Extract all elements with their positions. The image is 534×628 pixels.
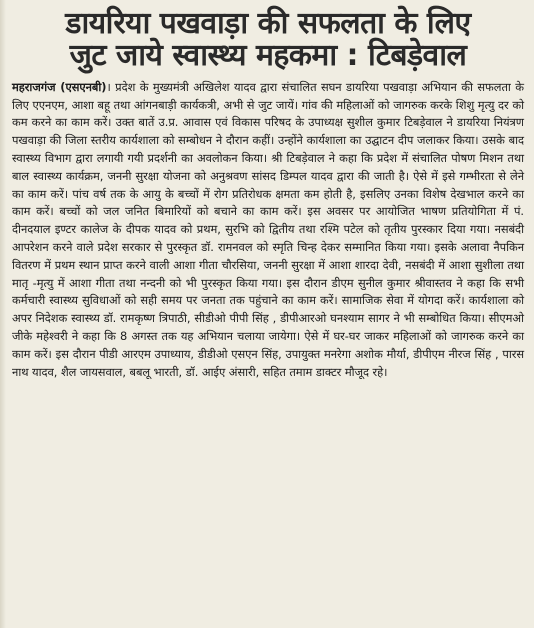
- dateline: महराजगंज (एसएनबी): [12, 79, 107, 94]
- article-text: । प्रदेश के मुख्यमंत्री अखिलेश यादव द्वारा संचालित सघन डायरिया पखवाड़ा अभियान की सफलता के लिए एएनएम, आशा बहू तथा आंगनबाड़ी कार्यकत्री, अभी से जुट जायें। गांव की महिलाओं को जागरुक करके शिशु मृत्यु दर को कम करने का काम करें। उक्त बातें उ.प्र. आवास एवं विकास परिषद के उपाध्यक्ष सुशील कुमार टिबड़ेवाल ने डायरिया नियंत्रण पखवाड़ा की जिला स्तरीय कार्यशाला को सम्बोधन ने दौरान कहीं। उन्होंने कार्यशाला का उद्घाटन दीप जलाकर किया। उसके बाद स्वास्थ्य विभाग द्वारा लगायी गयी प्रदर्शनी का अवलोकन किया। श्री टिबड़ेवाल ने कहा कि प्रदेश में संचालित पोषण मिशन तथा बाल स्वास्थ्य कार्यक्रम, जननी सुरक्षा योजना को अनुश्रवण सांसद डिम्पल यादव द्वारा की जाती है। ऐसे में इसे गम्भीरता से लेने का काम करें। पांच वर्ष तक के आयु के बच्चों में रोग प्रतिरोधक क्षमता कम होती है, इसलिए उनका विशेष देखभाल करने का काम करें। बच्चों को जल जनित बिमारियों को बचाने का काम करें। इस अवसर पर आयोजित भाषण प्रतियोगिता में पं. दीनदयाल इण्टर कालेज के दीपक यादव को प्रथम, सुरभि को द्वितीय तथा रश्मि पटेल को तृतीय पुरस्कार दिया गया। नसबंदी आपरेशन करने वाले प्रदेश सरकार से पुरस्कृत डॉ. रामनवल को स्मृति चिन्ह देकर सम्मानित किया गया। इसके अलावा नैपकिन वितरण में प्रथम स्थान प्राप्त करने वाली आशा गीता चौरसिया, जननी सुरक्षा में आशा शारदा देवी, नसबंदी में आशा सुशीला तथा मातृ -मृत्यु में आशा गीता तथा नन्दनी को भी पुरस्कृत किया गया। इस दौरान डीएम सुनील कुमार श्रीवास्तव ने कहा कि सभी कर्मचारी स्वास्थ्य सुविधाओं को सही समय पर जनता तक पहुंचाने का काम करें। सामाजिक सेवा में योगदा करें। कार्यशाला को अपर निदेशक स्वास्थ्य डॉ. रामकृष्ण त्रिपाठी, सीडीओ पीपी सिंह , डीपीआरओ घनश्याम सागर ने भी सम्बोधित किया। सीएमओ जीके महेश्वरी ने कहा कि 8 अगस्त तक यह अभियान चलाया जायेगा। ऐसे में घर-घर जाकर महिलाओं को जागरुक करने का काम करें। इस दौरान पीडी आरएम उपाध्याय, डीडीओ एसएन सिंह, उपायुक्त मनरेगा अशोक मौर्या, डीपीएम नीरज सिंह , पारस नाथ यादव, शैल जायसवाल, बबलू भारती, डॉ. आईए अंसारी, सहित तमाम डाक्टर मौजूद रहे।: [12, 79, 524, 379]
- headline-line-1: डायरिया पखवाड़ा की सफलता के लिए: [65, 6, 471, 41]
- article-body: [12, 79, 524, 382]
- paper-edge-shadow: [0, 0, 6, 628]
- headline-line-2: जुट जाये स्वास्थ्य महकमा : टिबड़ेवाल: [69, 38, 467, 74]
